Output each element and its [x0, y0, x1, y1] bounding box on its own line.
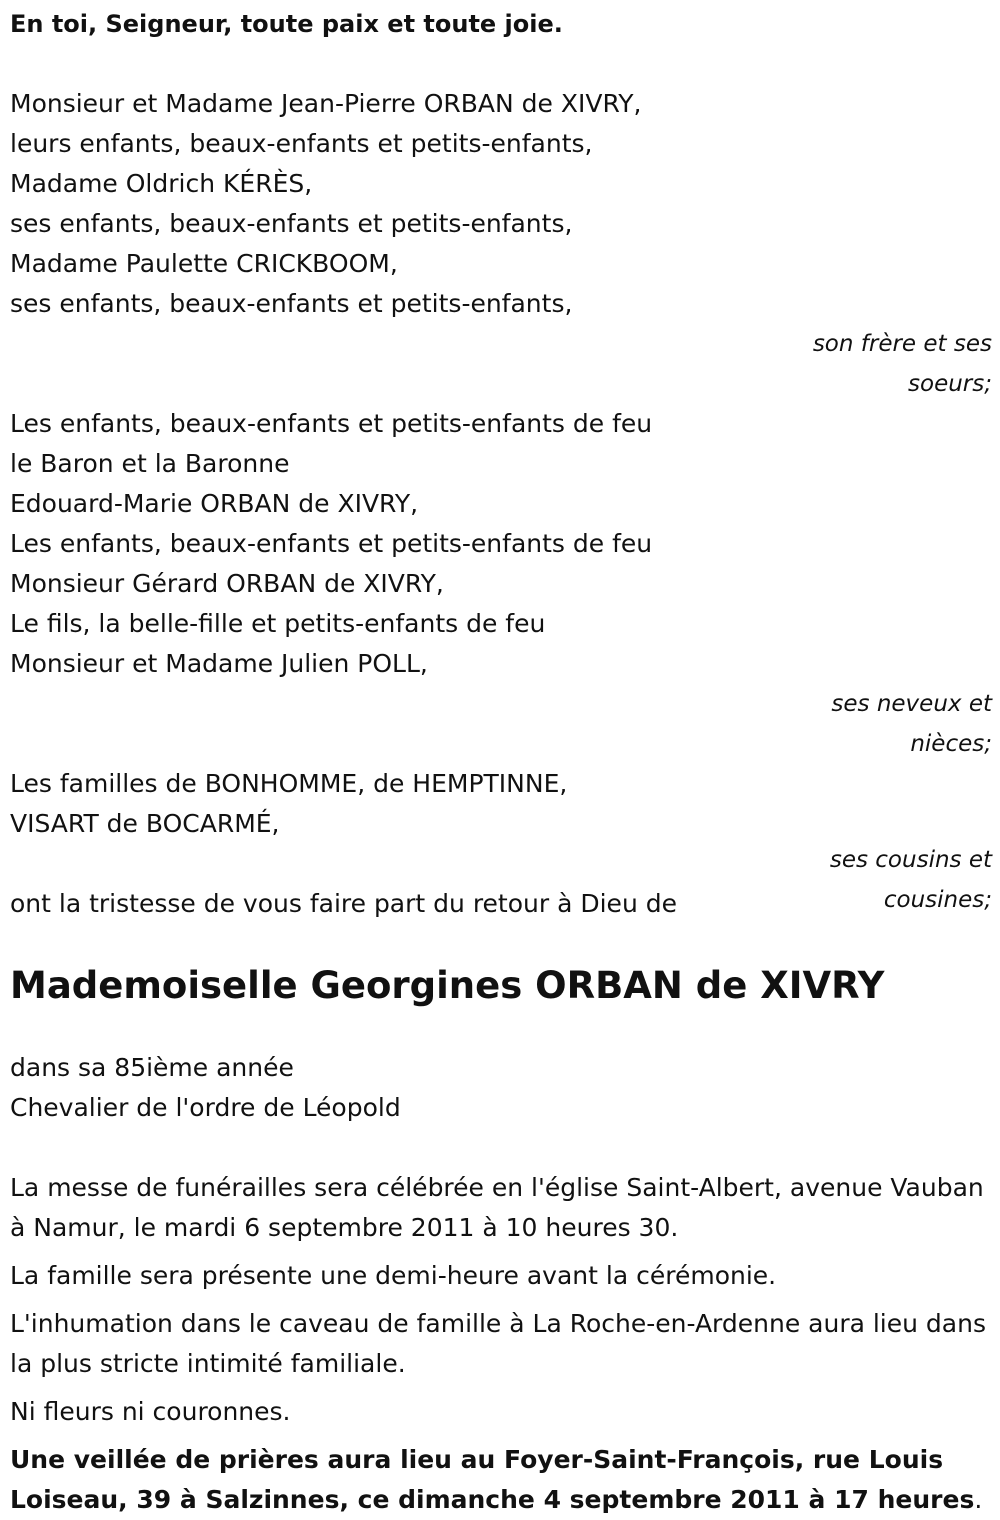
family-line: Monsieur Gérard ORBAN de XIVRY, — [10, 569, 444, 598]
family-line: VISART de BOCARMÉ, — [10, 809, 280, 838]
family-line: Edouard-Marie ORBAN de XIVRY, — [10, 489, 419, 518]
cousins-relation-wrap — [10, 844, 992, 924]
relation-nephews: ses neveux et nièces; — [831, 691, 992, 757]
honor-line: Chevalier de l'ordre de Léopold — [10, 1093, 401, 1122]
cousins-group — [10, 764, 992, 924]
family-line: Le fils, la belle-fille et petits-enfants de feu — [10, 609, 546, 638]
family-line: leurs enfants, beaux-enfants et petits-enfants, — [10, 129, 593, 158]
relation-siblings: son frère et ses soeurs; — [812, 331, 992, 397]
family-line: Les familles de BONHOMME, de HEMPTINNE, — [10, 769, 568, 798]
deceased-name: Mademoiselle Georgines ORBAN de XIVRY — [10, 964, 885, 1007]
obituary-notice — [10, 4, 992, 1520]
family-line: ses enfants, beaux-enfants et petits-enfants, — [10, 209, 573, 238]
family-line: Les enfants, beaux-enfants et petits-enfants de feu — [10, 529, 653, 558]
funeral-info — [10, 1168, 992, 1520]
vigil-text: Une veillée de prières aura lieu au Foyer-Saint-François, rue Louis Loiseau, 39 à Salzinnes, ce dimanche 4 septembre 2011 à 17 heures — [10, 1445, 975, 1514]
siblings-group — [10, 84, 992, 404]
deceased-details — [10, 1048, 992, 1128]
family-line: Madame Oldrich KÉRÈS, — [10, 169, 313, 198]
family-line: le Baron et la Baronne — [10, 449, 290, 478]
vigil-period: . — [974, 1485, 983, 1514]
flowers-paragraph: Ni fleurs ni couronnes. — [10, 1397, 291, 1426]
announcement: ont la tristesse de vous faire part du retour à Dieu de — [10, 889, 677, 918]
family-line: Les enfants, beaux-enfants et petits-enfants de feu — [10, 409, 653, 438]
burial-paragraph: L'inhumation dans le caveau de famille à La Roche-en-Ardenne aura lieu dans la plus stricte intimité familiale. — [10, 1309, 986, 1378]
vigil-paragraph — [10, 1440, 992, 1520]
family-presence-paragraph: La famille sera présente une demi-heure avant la cérémonie. — [10, 1261, 777, 1290]
relation-cousins: ses cousins et cousines; — [829, 847, 992, 913]
epigraph: En toi, Seigneur, toute paix et toute joie. — [10, 10, 563, 38]
mass-paragraph: La messe de funérailles sera célébrée en l'église Saint-Albert, avenue Vauban à Namur, le mardi 6 septembre 2011 à 10 heures 30. — [10, 1173, 984, 1242]
age-line: dans sa 85ième année — [10, 1053, 294, 1082]
family-line: ses enfants, beaux-enfants et petits-enfants, — [10, 289, 573, 318]
family-line: Madame Paulette CRICKBOOM, — [10, 249, 398, 278]
family-line: Monsieur et Madame Jean-Pierre ORBAN de XIVRY, — [10, 89, 642, 118]
family-line: Monsieur et Madame Julien POLL, — [10, 649, 428, 678]
nephews-group — [10, 404, 992, 764]
